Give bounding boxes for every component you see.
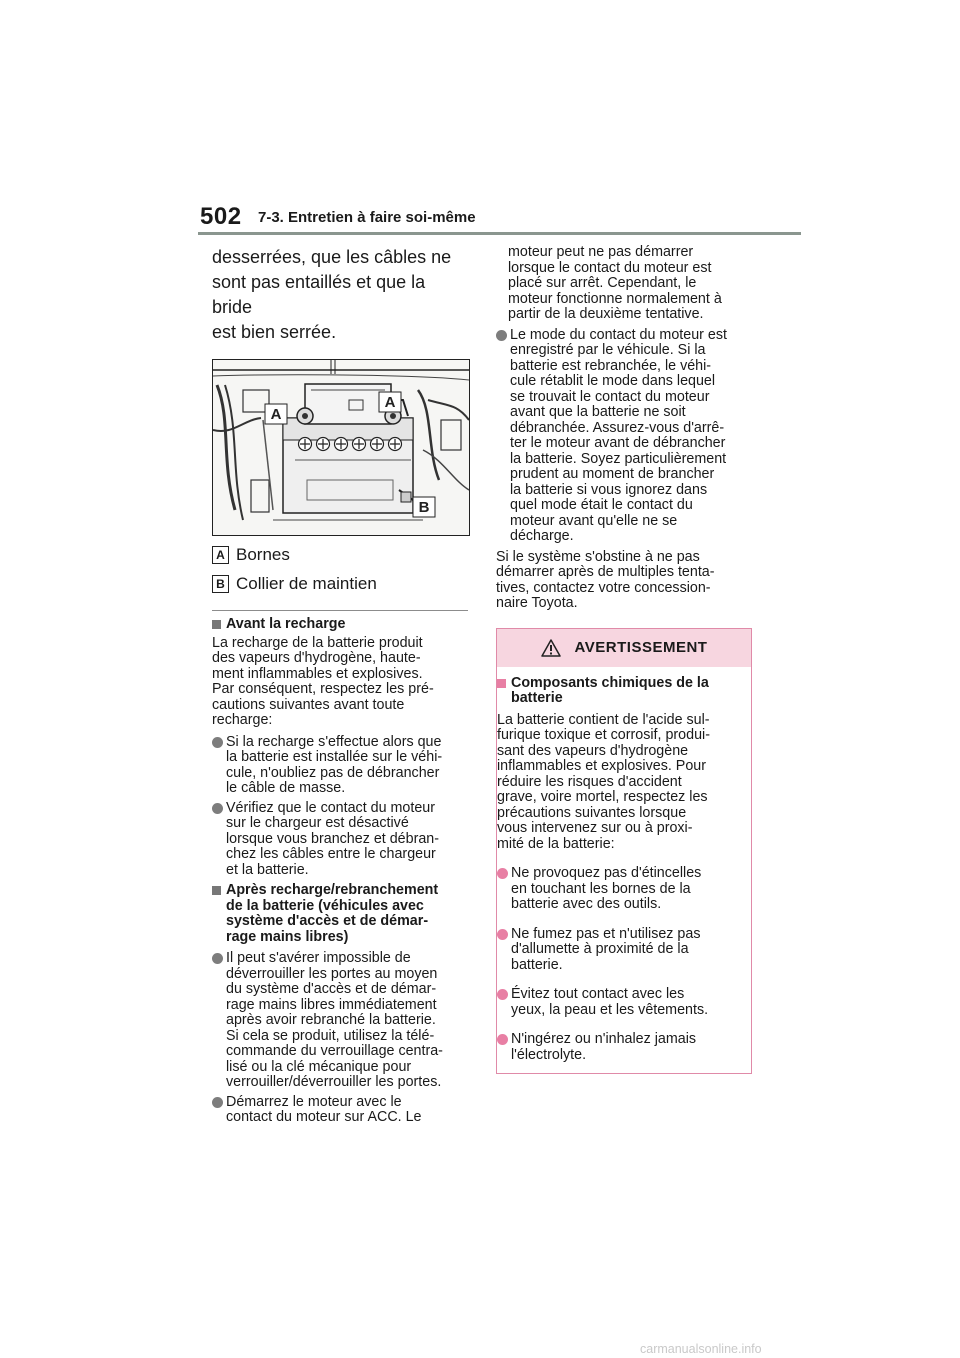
text-line: verrouiller/déverrouiller les portes.: [226, 1074, 442, 1090]
text-line: batterie avec des outils.: [511, 896, 662, 912]
text-line: avant que la batterie ne soit: [510, 404, 686, 420]
heading-line: de la batterie (véhicules avec: [226, 897, 424, 914]
figure-label-a-text: A: [384, 394, 396, 411]
paragraph: [496, 550, 754, 612]
text-line: Ne provoquez pas d'étincelles: [511, 865, 702, 881]
square-bullet-icon: [212, 886, 221, 895]
text-line: sur le chargeur est désactivé: [226, 815, 409, 831]
text-line: recharge:: [212, 712, 273, 728]
text-line: Le mode du contact du moteur est: [510, 326, 727, 343]
warning-header: [497, 629, 751, 667]
warning-bullet: [497, 987, 745, 1018]
text-line: cule, n'oubliez pas de débrancher: [226, 764, 440, 781]
bullet-dot-icon: [212, 1097, 223, 1108]
text-line: inflammables et explosives. Pour: [497, 758, 706, 774]
heading-line: Après recharge/rebranchement: [226, 882, 439, 898]
lead-text: [212, 245, 468, 345]
watermark: carmanualsonline.info: [640, 1342, 762, 1356]
text-line: des vapeurs d'hydrogène, haute-: [212, 650, 421, 666]
text-line: La recharge de la batterie produit: [212, 634, 423, 651]
heading-line: rage mains libres): [226, 928, 349, 945]
text-line: la batterie. Soyez particulièrement: [510, 450, 727, 467]
legend-label: Collier de maintien: [236, 573, 377, 593]
text-line: ter le moteur avant de débrancher: [510, 435, 726, 451]
text-line: le câble de masse.: [226, 780, 346, 796]
text-line: lorsque le contact du moteur est: [508, 259, 712, 276]
bullet-dot-icon: [497, 989, 508, 1000]
warning-title: AVERTISSEMENT: [574, 638, 708, 656]
legend-label: Bornes: [236, 544, 290, 564]
bullet-dot-icon: [212, 737, 223, 748]
legend-item-clamp: [212, 569, 468, 598]
text-line: Ne fumez pas et n'utilisez pas: [511, 925, 701, 942]
text-line: rage mains libres immédiatement: [226, 996, 437, 1013]
text-line: mité de la batterie:: [497, 835, 615, 852]
heading-text: Avant la recharge: [226, 616, 346, 632]
text-line: la batterie si vous ignorez dans: [510, 481, 708, 498]
square-bullet-icon: [497, 679, 506, 688]
text-line: moteur fonctionne normalement à: [508, 290, 722, 307]
text-line: ment inflammables et explosives.: [212, 665, 423, 682]
left-column: [200, 245, 468, 1126]
text-line: Si la recharge s'effectue alors que: [226, 733, 442, 750]
legend-key: B: [212, 575, 229, 593]
legend-key: A: [212, 546, 229, 564]
bullet-dot-icon: [212, 803, 223, 814]
text-line: La batterie contient de l'acide sul-: [497, 711, 710, 728]
page-number: 502: [200, 203, 242, 230]
text-line: se trouvait le contact du moteur: [510, 388, 710, 405]
warning-bullet: [497, 927, 745, 974]
text-line: précautions suivantes lorsque: [497, 804, 687, 821]
square-bullet-icon: [212, 620, 221, 629]
text-line: lisé ou la clé mécanique pour: [226, 1058, 412, 1075]
paragraph: [212, 636, 468, 729]
text-line: Il peut s'avérer impossible de: [226, 950, 411, 966]
right-column: [496, 245, 754, 1074]
section-title: 7-3. Entretien à faire soi-même: [258, 209, 476, 226]
text-line: N'ingérez ou n'inhalez jamais: [511, 1031, 697, 1047]
text-line: Si le système s'obstine à ne pas: [496, 548, 700, 565]
bullet-dot-icon: [497, 868, 508, 879]
text-line: yeux, la peau et les vêtements.: [511, 1001, 709, 1018]
text-line: moteur peut ne pas démarrer: [508, 244, 694, 260]
figure-label-a-text: A: [270, 406, 282, 423]
text-line: du système d'accès et de démar-: [226, 981, 437, 997]
text-line: grave, voire mortel, respectez les: [497, 789, 708, 805]
text-line: enregistré par le véhicule. Si la: [510, 342, 706, 358]
warning-box: [496, 628, 752, 1075]
warning-bullet: [497, 1032, 745, 1063]
bullet-item: [212, 951, 468, 1091]
lead-line: est bien serrée.: [212, 322, 337, 342]
figure-label-a-left: [265, 404, 287, 424]
text-line: furique toxique et corrosif, produi-: [497, 727, 710, 743]
heading-after-recharge: [212, 883, 468, 945]
text-line: et la batterie.: [226, 861, 309, 878]
bullet-dot-icon: [496, 330, 507, 341]
text-line: la batterie est installée sur le véhi-: [226, 749, 443, 765]
bullet-item: [212, 801, 468, 879]
text-line: d'allumette à proximité de la: [511, 941, 689, 957]
text-line: tives, contactez votre concession-: [496, 579, 711, 596]
text-line: Par conséquent, respectez les pré-: [212, 681, 434, 697]
heading-line: batterie: [511, 690, 563, 706]
text-line: quel mode était le contact du: [510, 497, 693, 513]
header-rule: [198, 232, 801, 235]
legend-item-terminals: [212, 540, 468, 569]
text-line: batterie est rebranchée, le véhi-: [510, 357, 712, 374]
text-line: cautions suivantes avant toute: [212, 696, 405, 713]
bullet-item: [496, 328, 754, 545]
bullet-dot-icon: [497, 929, 508, 940]
lead-line: desserrées, que les câbles ne: [212, 247, 452, 267]
divider: [212, 610, 468, 611]
text-line: sant des vapeurs d'hydrogène: [497, 742, 689, 759]
warning-paragraph: [497, 713, 745, 853]
text-line: chez les câbles entre le chargeur: [226, 846, 436, 862]
text-line: Si cela se produit, utilisez la télé-: [226, 1027, 435, 1044]
text-line: démarrer après de multiples tenta-: [496, 564, 715, 580]
text-line: décharge.: [510, 528, 574, 544]
text-line: déverrouiller les portes au moyen: [226, 965, 438, 982]
bullet-dot-icon: [212, 953, 223, 964]
text-line: en touchant les bornes de la: [511, 880, 691, 897]
text-line: lorsque vous branchez et débran-: [226, 830, 439, 847]
battery-drawing: [213, 360, 469, 535]
text-line: partir de la deuxième tentative.: [508, 306, 704, 322]
figure-label-b: [413, 497, 435, 517]
bullet-item: [212, 735, 468, 797]
text-line: placé sur arrêt. Cependant, le: [508, 275, 697, 291]
continuation-text: [508, 245, 754, 323]
warning-heading: [497, 676, 745, 707]
text-line: naire Toyota.: [496, 595, 578, 611]
text-line: débranchée. Assurez-vous d'arrê-: [510, 419, 725, 436]
text-line: batterie.: [511, 956, 563, 973]
text-line: Évitez tout contact avec les: [511, 986, 685, 1002]
text-line: Démarrez le moteur avec le: [226, 1093, 402, 1110]
bullet-dot-icon: [497, 1034, 508, 1045]
heading-before-charging: [212, 617, 468, 633]
warning-bullet: [497, 866, 745, 913]
text-line: l'électrolyte.: [511, 1046, 587, 1063]
text-line: vous intervenez sur ou à proxi-: [497, 820, 693, 836]
text-line: commande du verrouillage centra-: [226, 1043, 443, 1059]
text-line: après avoir rebranché la batterie.: [226, 1012, 436, 1028]
heading-line: Composants chimiques de la: [511, 674, 709, 691]
figure-label-b-text: B: [418, 499, 430, 516]
warning-triangle-icon: [541, 639, 561, 657]
text-line: contact du moteur sur ACC. Le: [226, 1109, 422, 1125]
bullet-item: [212, 1095, 468, 1126]
battery-illustration: [212, 359, 470, 536]
text-line: moteur avant qu'elle ne se: [510, 512, 678, 529]
text-line: prudent au moment de brancher: [510, 466, 715, 482]
text-line: réduire les risques d'accident: [497, 773, 682, 790]
lead-line: sont pas entaillés et que la bride: [212, 272, 426, 317]
figure-label-a-right: [379, 392, 401, 412]
warning-body: [497, 676, 751, 1064]
heading-line: système d'accès et de démar-: [226, 913, 429, 929]
text-line: Vérifiez que le contact du moteur: [226, 799, 436, 816]
text-line: cule rétablit le mode dans lequel: [510, 373, 716, 389]
